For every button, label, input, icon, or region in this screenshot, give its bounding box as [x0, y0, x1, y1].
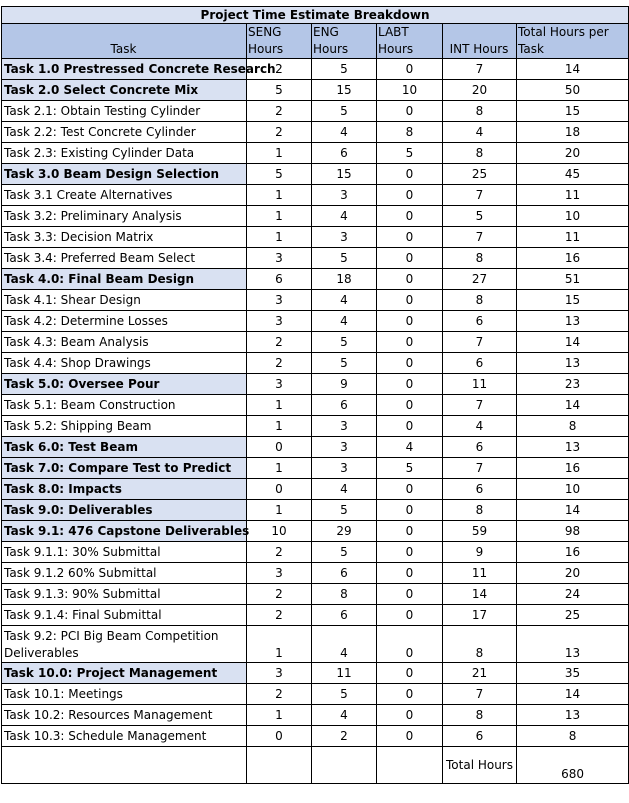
int-hours-cell: 4 [443, 122, 517, 143]
seng-hours-cell: 5 [247, 164, 312, 185]
task-name-cell: Task 1.0 Prestressed Concrete Research [2, 59, 247, 80]
table-row [2, 290, 629, 311]
table-row-main-task [2, 437, 629, 458]
labt-hours-cell: 0 [377, 206, 443, 227]
eng-hours-cell: 5 [312, 684, 377, 705]
table-row-main-task [2, 458, 629, 479]
labt-hours-cell: 5 [377, 458, 443, 479]
total-hours-cell: 24 [517, 584, 629, 605]
table-row [2, 626, 629, 663]
seng-hours-cell: 3 [247, 563, 312, 584]
labt-hours-cell: 0 [377, 416, 443, 437]
seng-hours-cell: 3 [247, 374, 312, 395]
column-header-eng: ENG Hours [312, 24, 377, 59]
table-row-main-task [2, 374, 629, 395]
eng-hours-cell: 6 [312, 563, 377, 584]
task-name-cell: Task 3.3: Decision Matrix [2, 227, 247, 248]
int-hours-cell: 6 [443, 479, 517, 500]
task-name-cell: Task 2.2: Test Concrete Cylinder [2, 122, 247, 143]
table-row [2, 206, 629, 227]
int-hours-cell: 14 [443, 584, 517, 605]
int-hours-cell: 6 [443, 437, 517, 458]
seng-hours-cell: 2 [247, 122, 312, 143]
seng-hours-cell: 1 [247, 705, 312, 726]
total-hours-cell: 45 [517, 164, 629, 185]
total-hours-cell: 20 [517, 143, 629, 164]
int-hours-cell: 7 [443, 395, 517, 416]
int-hours-cell: 7 [443, 332, 517, 353]
task-name-cell: Task 9.2: PCI Big Beam Competition Deliverables [2, 626, 247, 663]
total-hours-cell: 20 [517, 563, 629, 584]
task-name-cell: Task 5.1: Beam Construction [2, 395, 247, 416]
task-name-cell: Task 9.1: 476 Capstone Deliverables [2, 521, 247, 542]
eng-hours-cell: 15 [312, 164, 377, 185]
eng-hours-cell: 15 [312, 80, 377, 101]
labt-hours-cell: 0 [377, 164, 443, 185]
labt-hours-cell: 10 [377, 80, 443, 101]
seng-hours-cell: 3 [247, 311, 312, 332]
total-hours-cell: 14 [517, 684, 629, 705]
seng-hours-cell: 2 [247, 684, 312, 705]
task-name-cell: Task 10.3: Schedule Management [2, 726, 247, 747]
labt-hours-cell: 0 [377, 663, 443, 684]
labt-hours-cell: 8 [377, 122, 443, 143]
eng-hours-cell: 5 [312, 500, 377, 521]
task-name-cell: Task 3.0 Beam Design Selection [2, 164, 247, 185]
eng-hours-cell: 11 [312, 663, 377, 684]
eng-hours-cell: 6 [312, 605, 377, 626]
int-hours-cell: 6 [443, 726, 517, 747]
eng-hours-cell: 3 [312, 458, 377, 479]
eng-hours-cell: 5 [312, 332, 377, 353]
total-hours-cell: 16 [517, 542, 629, 563]
table-row-main-task [2, 663, 629, 684]
table-row [2, 563, 629, 584]
eng-hours-cell: 29 [312, 521, 377, 542]
eng-hours-cell: 4 [312, 311, 377, 332]
total-hours-cell: 13 [517, 437, 629, 458]
labt-hours-cell: 0 [377, 563, 443, 584]
seng-hours-cell: 1 [247, 143, 312, 164]
total-hours-cell: 11 [517, 227, 629, 248]
total-hours-cell: 8 [517, 416, 629, 437]
total-hours-cell: 11 [517, 185, 629, 206]
eng-hours-cell: 4 [312, 290, 377, 311]
table-row-main-task [2, 521, 629, 542]
table-row-main-task [2, 479, 629, 500]
eng-hours-cell: 3 [312, 185, 377, 206]
seng-hours-cell: 1 [247, 395, 312, 416]
table-row [2, 726, 629, 747]
eng-hours-cell: 8 [312, 584, 377, 605]
int-hours-cell: 8 [443, 290, 517, 311]
seng-hours-cell: 1 [247, 206, 312, 227]
int-hours-cell: 8 [443, 143, 517, 164]
column-header-task: Task [2, 24, 247, 59]
table-row [2, 101, 629, 122]
column-header-seng: SENG Hours [247, 24, 312, 59]
total-hours-cell: 8 [517, 726, 629, 747]
int-hours-cell: 8 [443, 500, 517, 521]
time-estimate-table [1, 6, 629, 784]
eng-hours-cell: 3 [312, 416, 377, 437]
eng-hours-cell: 2 [312, 726, 377, 747]
table-row [2, 416, 629, 437]
seng-hours-cell: 2 [247, 605, 312, 626]
seng-hours-cell: 2 [247, 542, 312, 563]
labt-hours-cell: 0 [377, 374, 443, 395]
table-row [2, 684, 629, 705]
eng-hours-cell: 4 [312, 122, 377, 143]
labt-hours-cell: 0 [377, 521, 443, 542]
int-hours-cell: 7 [443, 59, 517, 80]
table-row [2, 542, 629, 563]
int-hours-cell: 9 [443, 542, 517, 563]
task-name-cell: Task 2.1: Obtain Testing Cylinder [2, 101, 247, 122]
eng-hours-cell: 6 [312, 143, 377, 164]
eng-hours-cell: 5 [312, 101, 377, 122]
seng-hours-cell: 1 [247, 626, 312, 663]
total-hours-cell: 10 [517, 206, 629, 227]
labt-hours-cell: 0 [377, 311, 443, 332]
total-hours-cell: 13 [517, 626, 629, 663]
total-row [2, 747, 629, 784]
seng-hours-cell: 3 [247, 663, 312, 684]
total-hours-cell: 16 [517, 248, 629, 269]
table-row [2, 584, 629, 605]
total-hours-cell: 13 [517, 353, 629, 374]
task-name-cell: Task 10.1: Meetings [2, 684, 247, 705]
seng-hours-cell: 2 [247, 101, 312, 122]
total-hours-cell: 18 [517, 122, 629, 143]
int-hours-cell: 5 [443, 206, 517, 227]
eng-hours-cell: 9 [312, 374, 377, 395]
task-name-cell: Task 8.0: Impacts [2, 479, 247, 500]
int-hours-cell: 6 [443, 353, 517, 374]
task-name-cell: Task 5.2: Shipping Beam [2, 416, 247, 437]
int-hours-cell: 7 [443, 227, 517, 248]
total-empty-cell [377, 747, 443, 784]
int-hours-cell: 27 [443, 269, 517, 290]
task-name-cell: Task 2.3: Existing Cylinder Data [2, 143, 247, 164]
eng-hours-cell: 4 [312, 206, 377, 227]
task-name-cell: Task 9.1.1: 30% Submittal [2, 542, 247, 563]
seng-hours-cell: 2 [247, 332, 312, 353]
table-row [2, 395, 629, 416]
seng-hours-cell: 2 [247, 584, 312, 605]
table-body [2, 59, 629, 747]
task-name-cell: Task 4.1: Shear Design [2, 290, 247, 311]
total-hours-cell: 14 [517, 332, 629, 353]
table-row-main-task [2, 164, 629, 185]
total-hours-cell: 14 [517, 395, 629, 416]
task-name-cell: Task 3.4: Preferred Beam Select [2, 248, 247, 269]
task-name-cell: Task 9.1.2 60% Submittal [2, 563, 247, 584]
column-header-labt: LABT Hours [377, 24, 443, 59]
eng-hours-cell: 5 [312, 59, 377, 80]
seng-hours-cell: 1 [247, 416, 312, 437]
table-row [2, 353, 629, 374]
task-name-cell: Task 2.0 Select Concrete Mix [2, 80, 247, 101]
task-name-cell: Task 4.2: Determine Losses [2, 311, 247, 332]
int-hours-cell: 8 [443, 705, 517, 726]
int-hours-cell: 25 [443, 164, 517, 185]
labt-hours-cell: 0 [377, 269, 443, 290]
int-hours-cell: 59 [443, 521, 517, 542]
seng-hours-cell: 3 [247, 248, 312, 269]
seng-hours-cell: 10 [247, 521, 312, 542]
table-row-main-task [2, 500, 629, 521]
eng-hours-cell: 5 [312, 353, 377, 374]
task-name-cell: Task 9.1.3: 90% Submittal [2, 584, 247, 605]
task-name-cell: Task 9.1.4: Final Submittal [2, 605, 247, 626]
table-row [2, 332, 629, 353]
seng-hours-cell: 1 [247, 227, 312, 248]
eng-hours-cell: 18 [312, 269, 377, 290]
int-hours-cell: 7 [443, 684, 517, 705]
eng-hours-cell: 3 [312, 227, 377, 248]
task-name-cell: Task 4.3: Beam Analysis [2, 332, 247, 353]
task-name-cell: Task 10.2: Resources Management [2, 705, 247, 726]
total-hours-value: 680 [517, 747, 629, 784]
seng-hours-cell: 3 [247, 290, 312, 311]
int-hours-cell: 17 [443, 605, 517, 626]
total-hours-cell: 25 [517, 605, 629, 626]
int-hours-cell: 20 [443, 80, 517, 101]
task-name-cell: Task 10.0: Project Management [2, 663, 247, 684]
estimate-sheet [1, 6, 628, 784]
labt-hours-cell: 0 [377, 705, 443, 726]
column-header-total: Total Hours per Task [517, 24, 629, 59]
table-row-main-task [2, 269, 629, 290]
eng-hours-cell: 4 [312, 479, 377, 500]
task-name-cell: Task 3.1 Create Alternatives [2, 185, 247, 206]
labt-hours-cell: 0 [377, 59, 443, 80]
task-name-cell: Task 3.2: Preliminary Analysis [2, 206, 247, 227]
table-row-main-task [2, 80, 629, 101]
table-title: Project Time Estimate Breakdown [2, 7, 629, 24]
labt-hours-cell: 0 [377, 542, 443, 563]
int-hours-cell: 11 [443, 563, 517, 584]
total-hours-label: Total Hours [443, 747, 517, 784]
total-hours-cell: 16 [517, 458, 629, 479]
int-hours-cell: 7 [443, 185, 517, 206]
seng-hours-cell: 1 [247, 500, 312, 521]
int-hours-cell: 6 [443, 311, 517, 332]
seng-hours-cell: 0 [247, 726, 312, 747]
column-header-int: INT Hours [443, 24, 517, 59]
table-row [2, 227, 629, 248]
task-name-cell: Task 6.0: Test Beam [2, 437, 247, 458]
labt-hours-cell: 0 [377, 626, 443, 663]
labt-hours-cell: 0 [377, 332, 443, 353]
total-hours-cell: 10 [517, 479, 629, 500]
int-hours-cell: 4 [443, 416, 517, 437]
labt-hours-cell: 0 [377, 395, 443, 416]
int-hours-cell: 8 [443, 626, 517, 663]
eng-hours-cell: 4 [312, 705, 377, 726]
labt-hours-cell: 0 [377, 185, 443, 206]
seng-hours-cell: 0 [247, 479, 312, 500]
task-name-cell: Task 7.0: Compare Test to Predict [2, 458, 247, 479]
eng-hours-cell: 5 [312, 542, 377, 563]
task-name-cell: Task 5.0: Oversee Pour [2, 374, 247, 395]
total-hours-cell: 15 [517, 290, 629, 311]
labt-hours-cell: 0 [377, 227, 443, 248]
labt-hours-cell: 0 [377, 726, 443, 747]
labt-hours-cell: 0 [377, 353, 443, 374]
labt-hours-cell: 5 [377, 143, 443, 164]
total-hours-cell: 13 [517, 705, 629, 726]
int-hours-cell: 8 [443, 248, 517, 269]
labt-hours-cell: 0 [377, 101, 443, 122]
total-hours-cell: 23 [517, 374, 629, 395]
seng-hours-cell: 2 [247, 59, 312, 80]
table-row [2, 705, 629, 726]
table-row [2, 122, 629, 143]
total-empty-cell [312, 747, 377, 784]
seng-hours-cell: 0 [247, 437, 312, 458]
int-hours-cell: 11 [443, 374, 517, 395]
labt-hours-cell: 0 [377, 248, 443, 269]
total-empty-cell [247, 747, 312, 784]
total-hours-cell: 98 [517, 521, 629, 542]
total-hours-cell: 14 [517, 59, 629, 80]
seng-hours-cell: 1 [247, 458, 312, 479]
labt-hours-cell: 0 [377, 500, 443, 521]
int-hours-cell: 8 [443, 101, 517, 122]
total-hours-cell: 13 [517, 311, 629, 332]
eng-hours-cell: 6 [312, 395, 377, 416]
table-row [2, 311, 629, 332]
int-hours-cell: 21 [443, 663, 517, 684]
total-hours-cell: 50 [517, 80, 629, 101]
int-hours-cell: 7 [443, 458, 517, 479]
labt-hours-cell: 0 [377, 479, 443, 500]
table-row [2, 605, 629, 626]
task-name-cell: Task 4.0: Final Beam Design [2, 269, 247, 290]
labt-hours-cell: 0 [377, 584, 443, 605]
eng-hours-cell: 5 [312, 248, 377, 269]
table-row [2, 248, 629, 269]
seng-hours-cell: 1 [247, 185, 312, 206]
total-hours-cell: 35 [517, 663, 629, 684]
task-name-cell: Task 4.4: Shop Drawings [2, 353, 247, 374]
seng-hours-cell: 2 [247, 353, 312, 374]
table-row [2, 143, 629, 164]
table-row [2, 185, 629, 206]
total-hours-cell: 51 [517, 269, 629, 290]
labt-hours-cell: 0 [377, 290, 443, 311]
labt-hours-cell: 0 [377, 605, 443, 626]
labt-hours-cell: 0 [377, 684, 443, 705]
eng-hours-cell: 3 [312, 437, 377, 458]
table-row-main-task [2, 59, 629, 80]
labt-hours-cell: 4 [377, 437, 443, 458]
seng-hours-cell: 5 [247, 80, 312, 101]
seng-hours-cell: 6 [247, 269, 312, 290]
task-name-cell: Task 9.0: Deliverables [2, 500, 247, 521]
total-empty-cell [2, 747, 247, 784]
total-hours-cell: 15 [517, 101, 629, 122]
eng-hours-cell: 4 [312, 626, 377, 663]
total-hours-cell: 14 [517, 500, 629, 521]
